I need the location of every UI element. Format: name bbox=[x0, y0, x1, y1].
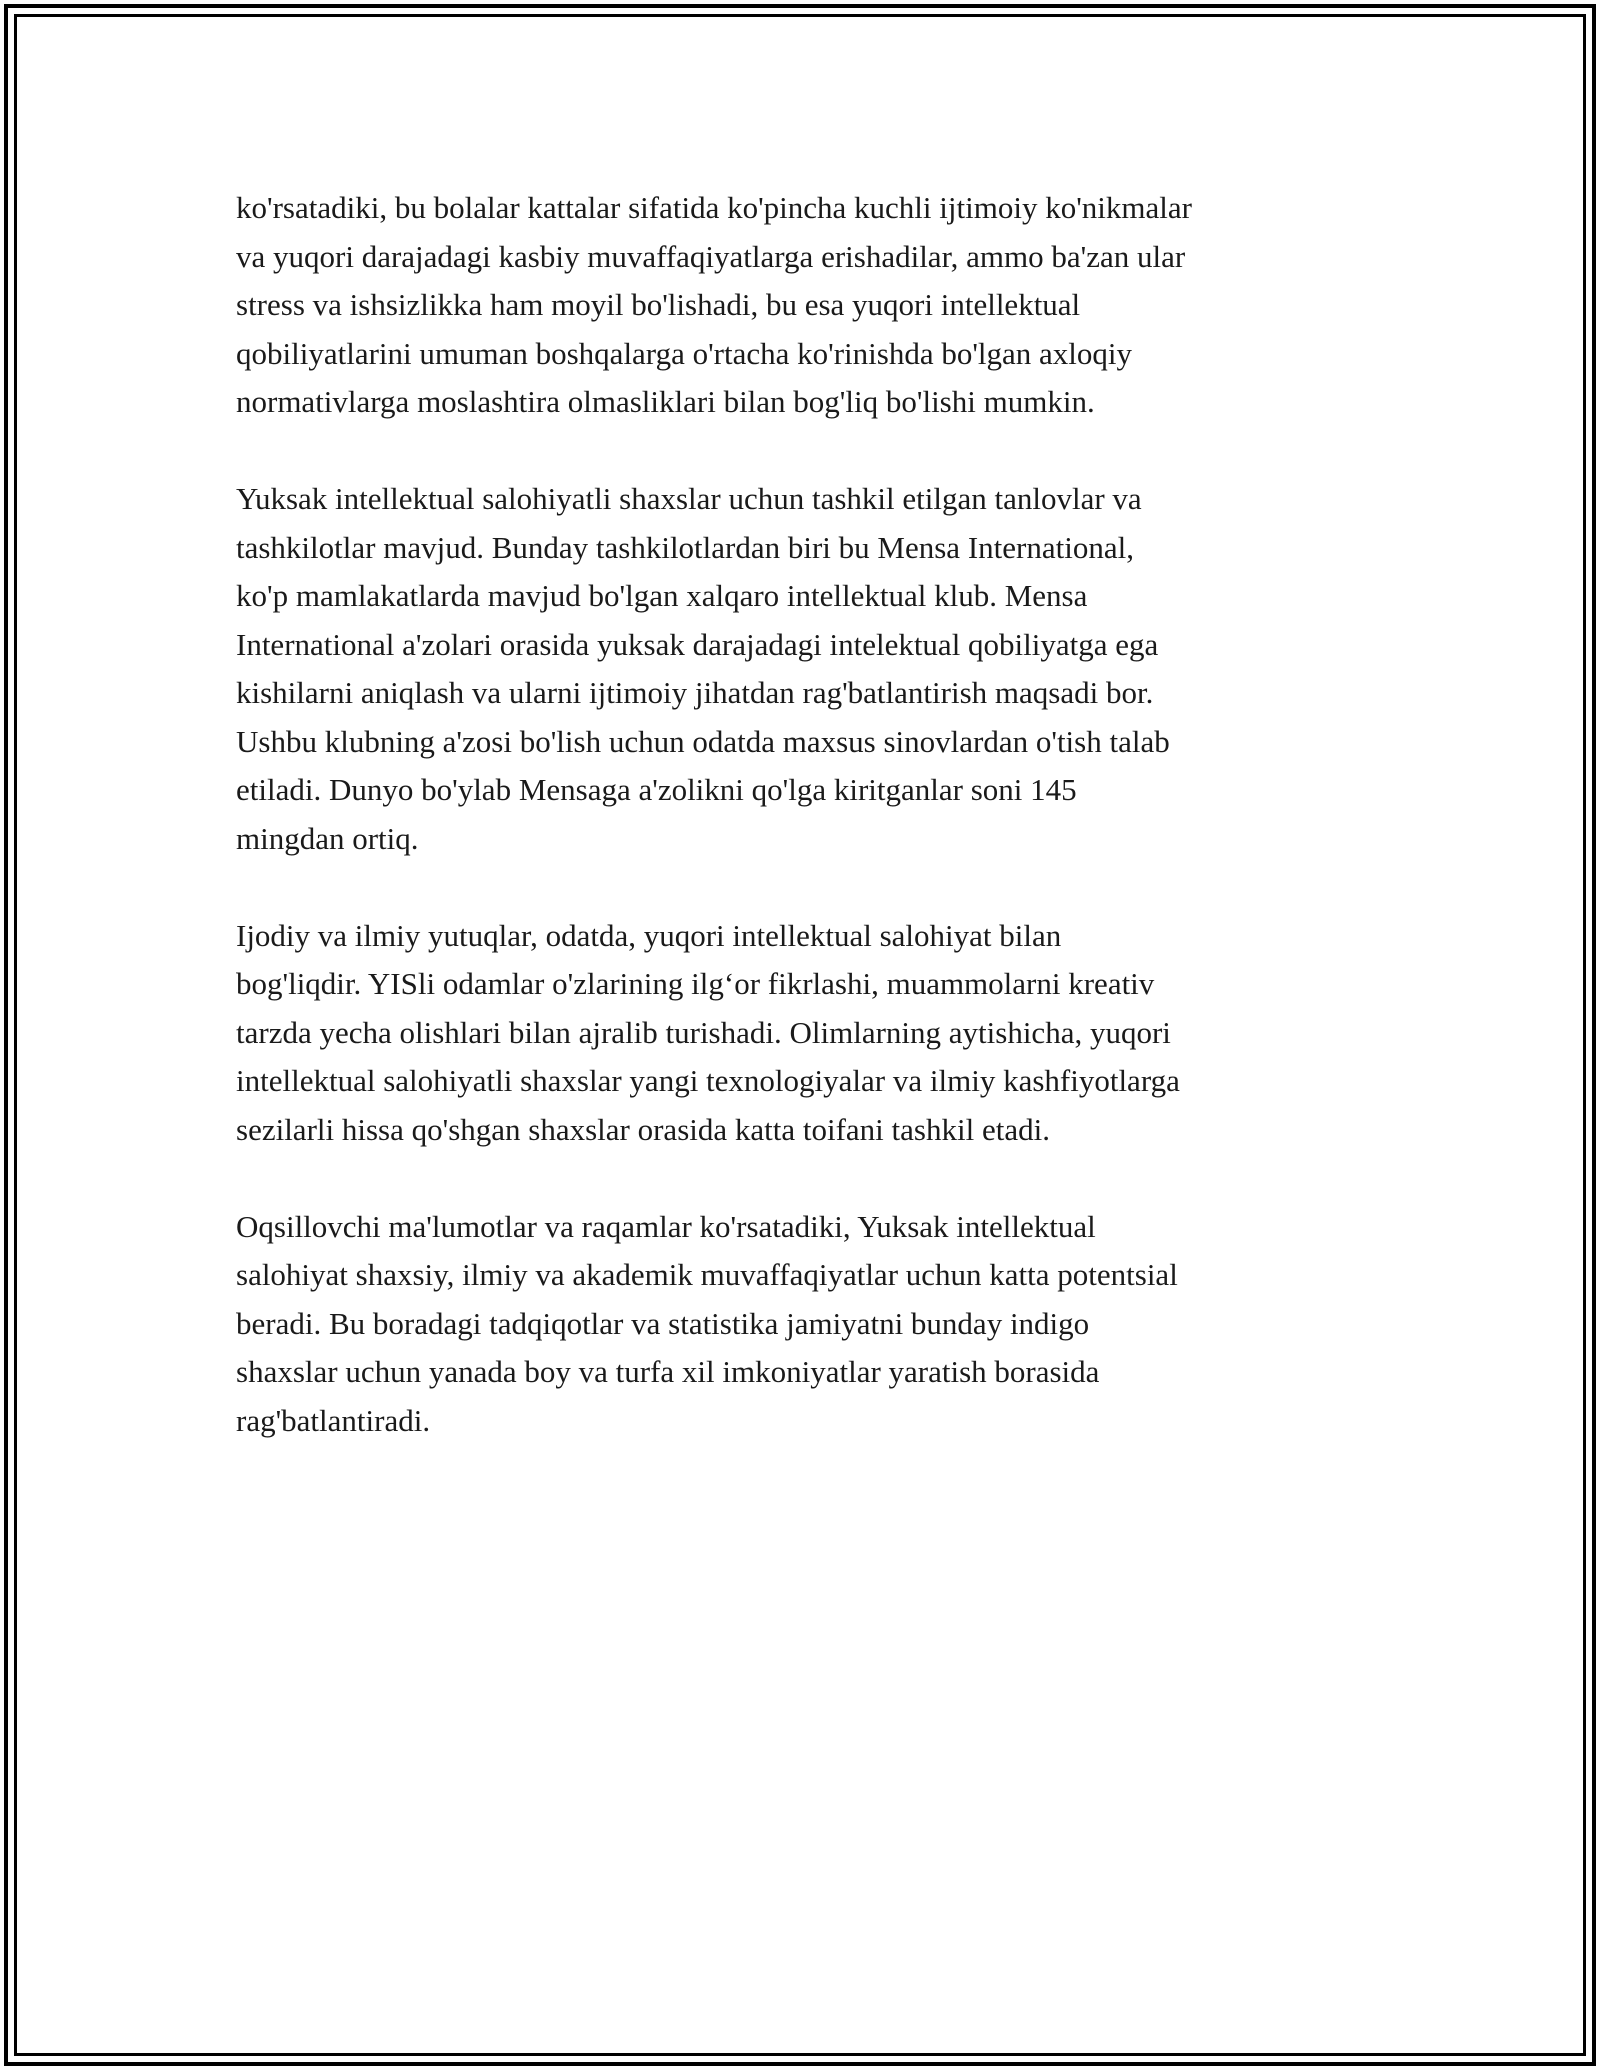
text-line: intellektual salohiyatli shaxslar yangi texnologiyalar va ilmiy kashfiyotlarga bbox=[236, 1063, 1180, 1098]
paragraph-3 bbox=[236, 912, 1386, 1155]
text-line: kishilarni aniqlash va ularni ijtimoiy jihatdan rag'batlantirish maqsadi bor. bbox=[236, 675, 1154, 710]
text-line: stress va ishsizlikka ham moyil bo'lishadi, bu esa yuqori intellektual bbox=[236, 287, 1081, 322]
text-line: rag'batlantiradi. bbox=[236, 1402, 431, 1438]
text-line: qobiliyatlarini umuman boshqalarga o'rtacha ko'rinishda bo'lgan axloqiy bbox=[236, 335, 1133, 371]
text-line: ko'p mamlakatlarda mavjud bo'lgan xalqaro intellektual klub. Mensa bbox=[236, 578, 1088, 613]
document-body bbox=[236, 184, 1386, 1494]
text-line: normativlarga moslashtira olmasliklari bilan bog'liq bo'lishi mumkin. bbox=[236, 384, 1095, 419]
paragraph-4 bbox=[236, 1203, 1386, 1446]
text-line: shaxslar uchun yanada boy va turfa xil imkoniyatlar yaratish borasida bbox=[236, 1354, 1100, 1389]
text-line: International a'zolari orasida yuksak darajadagi intelektual qobiliyatga ega bbox=[236, 626, 1159, 662]
text-line: ko'rsatadiki, bu bolalar kattalar sifatida ko'pincha kuchli ijtimoiy ko'nikmalar bbox=[236, 190, 1192, 225]
text-line: va yuqori darajadagi kasbiy muvaffaqiyatlarga erishadilar, ammo ba'zan ular bbox=[236, 238, 1186, 274]
text-line: Oqsillovchi ma'lumotlar va raqamlar ko'rsatadiki, Yuksak intellektual bbox=[236, 1208, 1096, 1244]
text-line: Yuksak intellektual salohiyatli shaxslar uchun tashkil etilgan tanlovlar va bbox=[236, 481, 1142, 516]
paragraph-2 bbox=[236, 475, 1386, 863]
text-line: tarzda yecha olishlari bilan ajralib turishadi. Olimlarning aytishicha, yuqori bbox=[236, 1014, 1171, 1050]
text-line: salohiyat shaxsiy, ilmiy va akademik muvaffaqiyatlar uchun katta potentsial bbox=[236, 1257, 1178, 1292]
text-line: mingdan ortiq. bbox=[236, 820, 419, 856]
text-line: bog'liqdir. YISli odamlar o'zlarining ilg‘or fikrlashi, muammolarni kreativ bbox=[236, 966, 1155, 1001]
text-line: Ijodiy va ilmiy yutuqlar, odatda, yuqori intellektual salohiyat bilan bbox=[236, 917, 1062, 953]
text-line: sezilarli hissa qo'shgan shaxslar orasida katta toifani tashkil etadi. bbox=[236, 1111, 1050, 1147]
text-line: Ushbu klubning a'zosi bo'lish uchun odatda maxsus sinovlardan o'tish talab bbox=[236, 723, 1170, 759]
paragraph-1 bbox=[236, 184, 1386, 427]
text-line: tashkilotlar mavjud. Bunday tashkilotlardan biri bu Mensa International, bbox=[236, 529, 1134, 565]
text-line: beradi. Bu boradagi tadqiqotlar va statistika jamiyatni bunday indigo bbox=[236, 1305, 1090, 1341]
text-line: etiladi. Dunyo bo'ylab Mensaga a'zolikni qo'lga kiritganlar soni 145 bbox=[236, 772, 1077, 807]
